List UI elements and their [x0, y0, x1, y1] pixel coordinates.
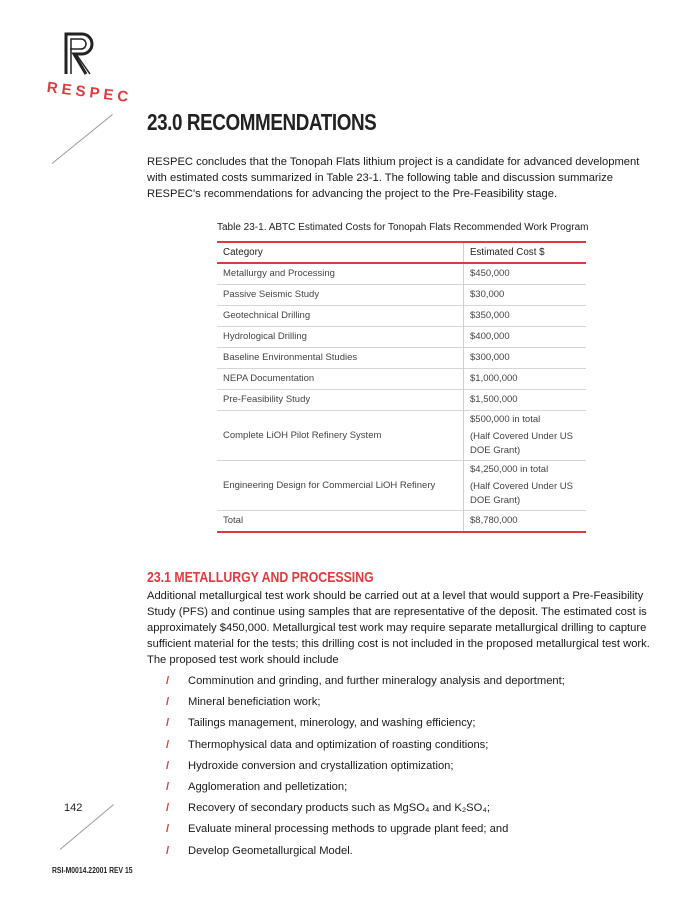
list-item [166, 800, 565, 821]
bullet-slash: / [166, 675, 170, 687]
subsection-paragraph: Additional metallurgical test work should be carried out at a level that would support a Pre-Feasibility Study (PFS) and continue using samples that are representative of the deposit. The estimated cost is approximately $450,000. Metallurgical test work may require separate metallurgical drilling to capture sufficient material for the tests; this drilling cost is not included in the proposed metallurgical test work. The proposed test work should include [147, 590, 650, 666]
row-cost: $400,000 [464, 327, 587, 348]
list-item [166, 737, 565, 758]
table-row [217, 348, 586, 369]
row-category: Metallurgy and Processing [217, 263, 464, 285]
table-row [217, 327, 586, 348]
row-category: Complete LiOH Pilot Refinery System [217, 411, 464, 461]
bullet-slash: / [166, 738, 170, 751]
row-cost: $4,250,000 in total [470, 464, 549, 475]
row-category: Pre-Feasibility Study [217, 390, 464, 411]
row-category: Engineering Design for Commercial LiOH Refinery [217, 461, 464, 511]
row-cost-note: (Half Covered Under US DOE Grant) [470, 431, 573, 456]
bullet-slash: / [166, 780, 170, 793]
list-item-text: Mineral beneficiation work; [188, 696, 321, 709]
table-row [217, 461, 586, 511]
list-item-text: Tailings management, minerology, and washing efficiency; [188, 717, 476, 730]
table-row [217, 390, 586, 411]
section-title: 23.0 RECOMMENDATIONS [147, 109, 377, 135]
row-cost-cell [464, 461, 587, 511]
row-cost: $350,000 [464, 306, 587, 327]
intro-paragraph: RESPEC concludes that the Tonopah Flats lithium project is a candidate for advanced development with estimated costs summarized in Table 23-1. The following table and discussion summarize RESPEC's recommendations for advancing the project to the Pre-Feasibility stage. [147, 156, 640, 200]
row-cost-cell [464, 411, 587, 461]
list-item [166, 779, 565, 800]
row-cost: $300,000 [464, 348, 587, 369]
list-item [166, 758, 565, 779]
page-number: 142 [64, 802, 83, 814]
row-cost: $1,000,000 [464, 369, 587, 390]
list-item-text: Hydroxide conversion and crystallization optimization; [188, 759, 454, 772]
row-cost: $1,500,000 [464, 390, 587, 411]
r-letter-logo-icon [62, 30, 96, 76]
bullet-slash: / [166, 759, 170, 772]
header-estimated-cost: Estimated Cost $ [464, 242, 587, 263]
list-item [166, 673, 565, 694]
table-row [217, 285, 586, 306]
table-caption: Table 23-1. ABTC Estimated Costs for Tonopah Flats Recommended Work Program [217, 222, 589, 233]
list-item [166, 694, 565, 715]
header-category: Category [217, 242, 464, 263]
table-row [217, 306, 586, 327]
table-total-row [217, 511, 586, 533]
list-item-text: Recovery of secondary products such as MgSO₄ and K₂SO₄; [188, 802, 491, 815]
list-item [166, 843, 565, 864]
table-row [217, 411, 586, 461]
bullet-slash: / [166, 802, 170, 815]
row-category: Hydrological Drilling [217, 327, 464, 348]
row-cost-note: (Half Covered Under US DOE Grant) [470, 481, 573, 506]
row-category: NEPA Documentation [217, 369, 464, 390]
respec-logo [44, 30, 134, 116]
table-row [217, 263, 586, 285]
row-category: Baseline Environmental Studies [217, 348, 464, 369]
logo-text: RESPEC [45, 79, 134, 107]
total-label: Total [217, 511, 464, 533]
bullet-slash: / [166, 823, 170, 836]
table-row [217, 369, 586, 390]
subsection-title: 23.1 METALLURGY AND PROCESSING [147, 569, 374, 586]
row-category: Geotechnical Drilling [217, 306, 464, 327]
bullet-slash: / [166, 696, 170, 709]
row-cost: $500,000 in total [470, 414, 541, 425]
list-item-text: Develop Geometallurgical Model. [188, 844, 353, 857]
document-footer: RSI-M0014.22001 REV 15 [52, 866, 133, 875]
list-item [166, 821, 565, 842]
row-category: Passive Seismic Study [217, 285, 464, 306]
list-item-text: Thermophysical data and optimization of roasting conditions; [188, 738, 489, 751]
list-item [166, 715, 565, 736]
row-cost: $30,000 [464, 285, 587, 306]
list-item-text: Comminution and grinding, and further mineralogy analysis and deportment; [188, 675, 565, 687]
row-cost: $450,000 [464, 263, 587, 285]
cost-table [217, 241, 586, 533]
list-item-text: Agglomeration and pelletization; [188, 780, 348, 793]
top-divider-line [52, 114, 113, 164]
table-header-row [217, 242, 586, 263]
test-work-list [166, 673, 565, 864]
bullet-slash: / [166, 717, 170, 730]
bullet-slash: / [166, 844, 170, 857]
total-cost: $8,780,000 [464, 511, 587, 533]
list-item-text: Evaluate mineral processing methods to upgrade plant feed; and [188, 823, 509, 836]
